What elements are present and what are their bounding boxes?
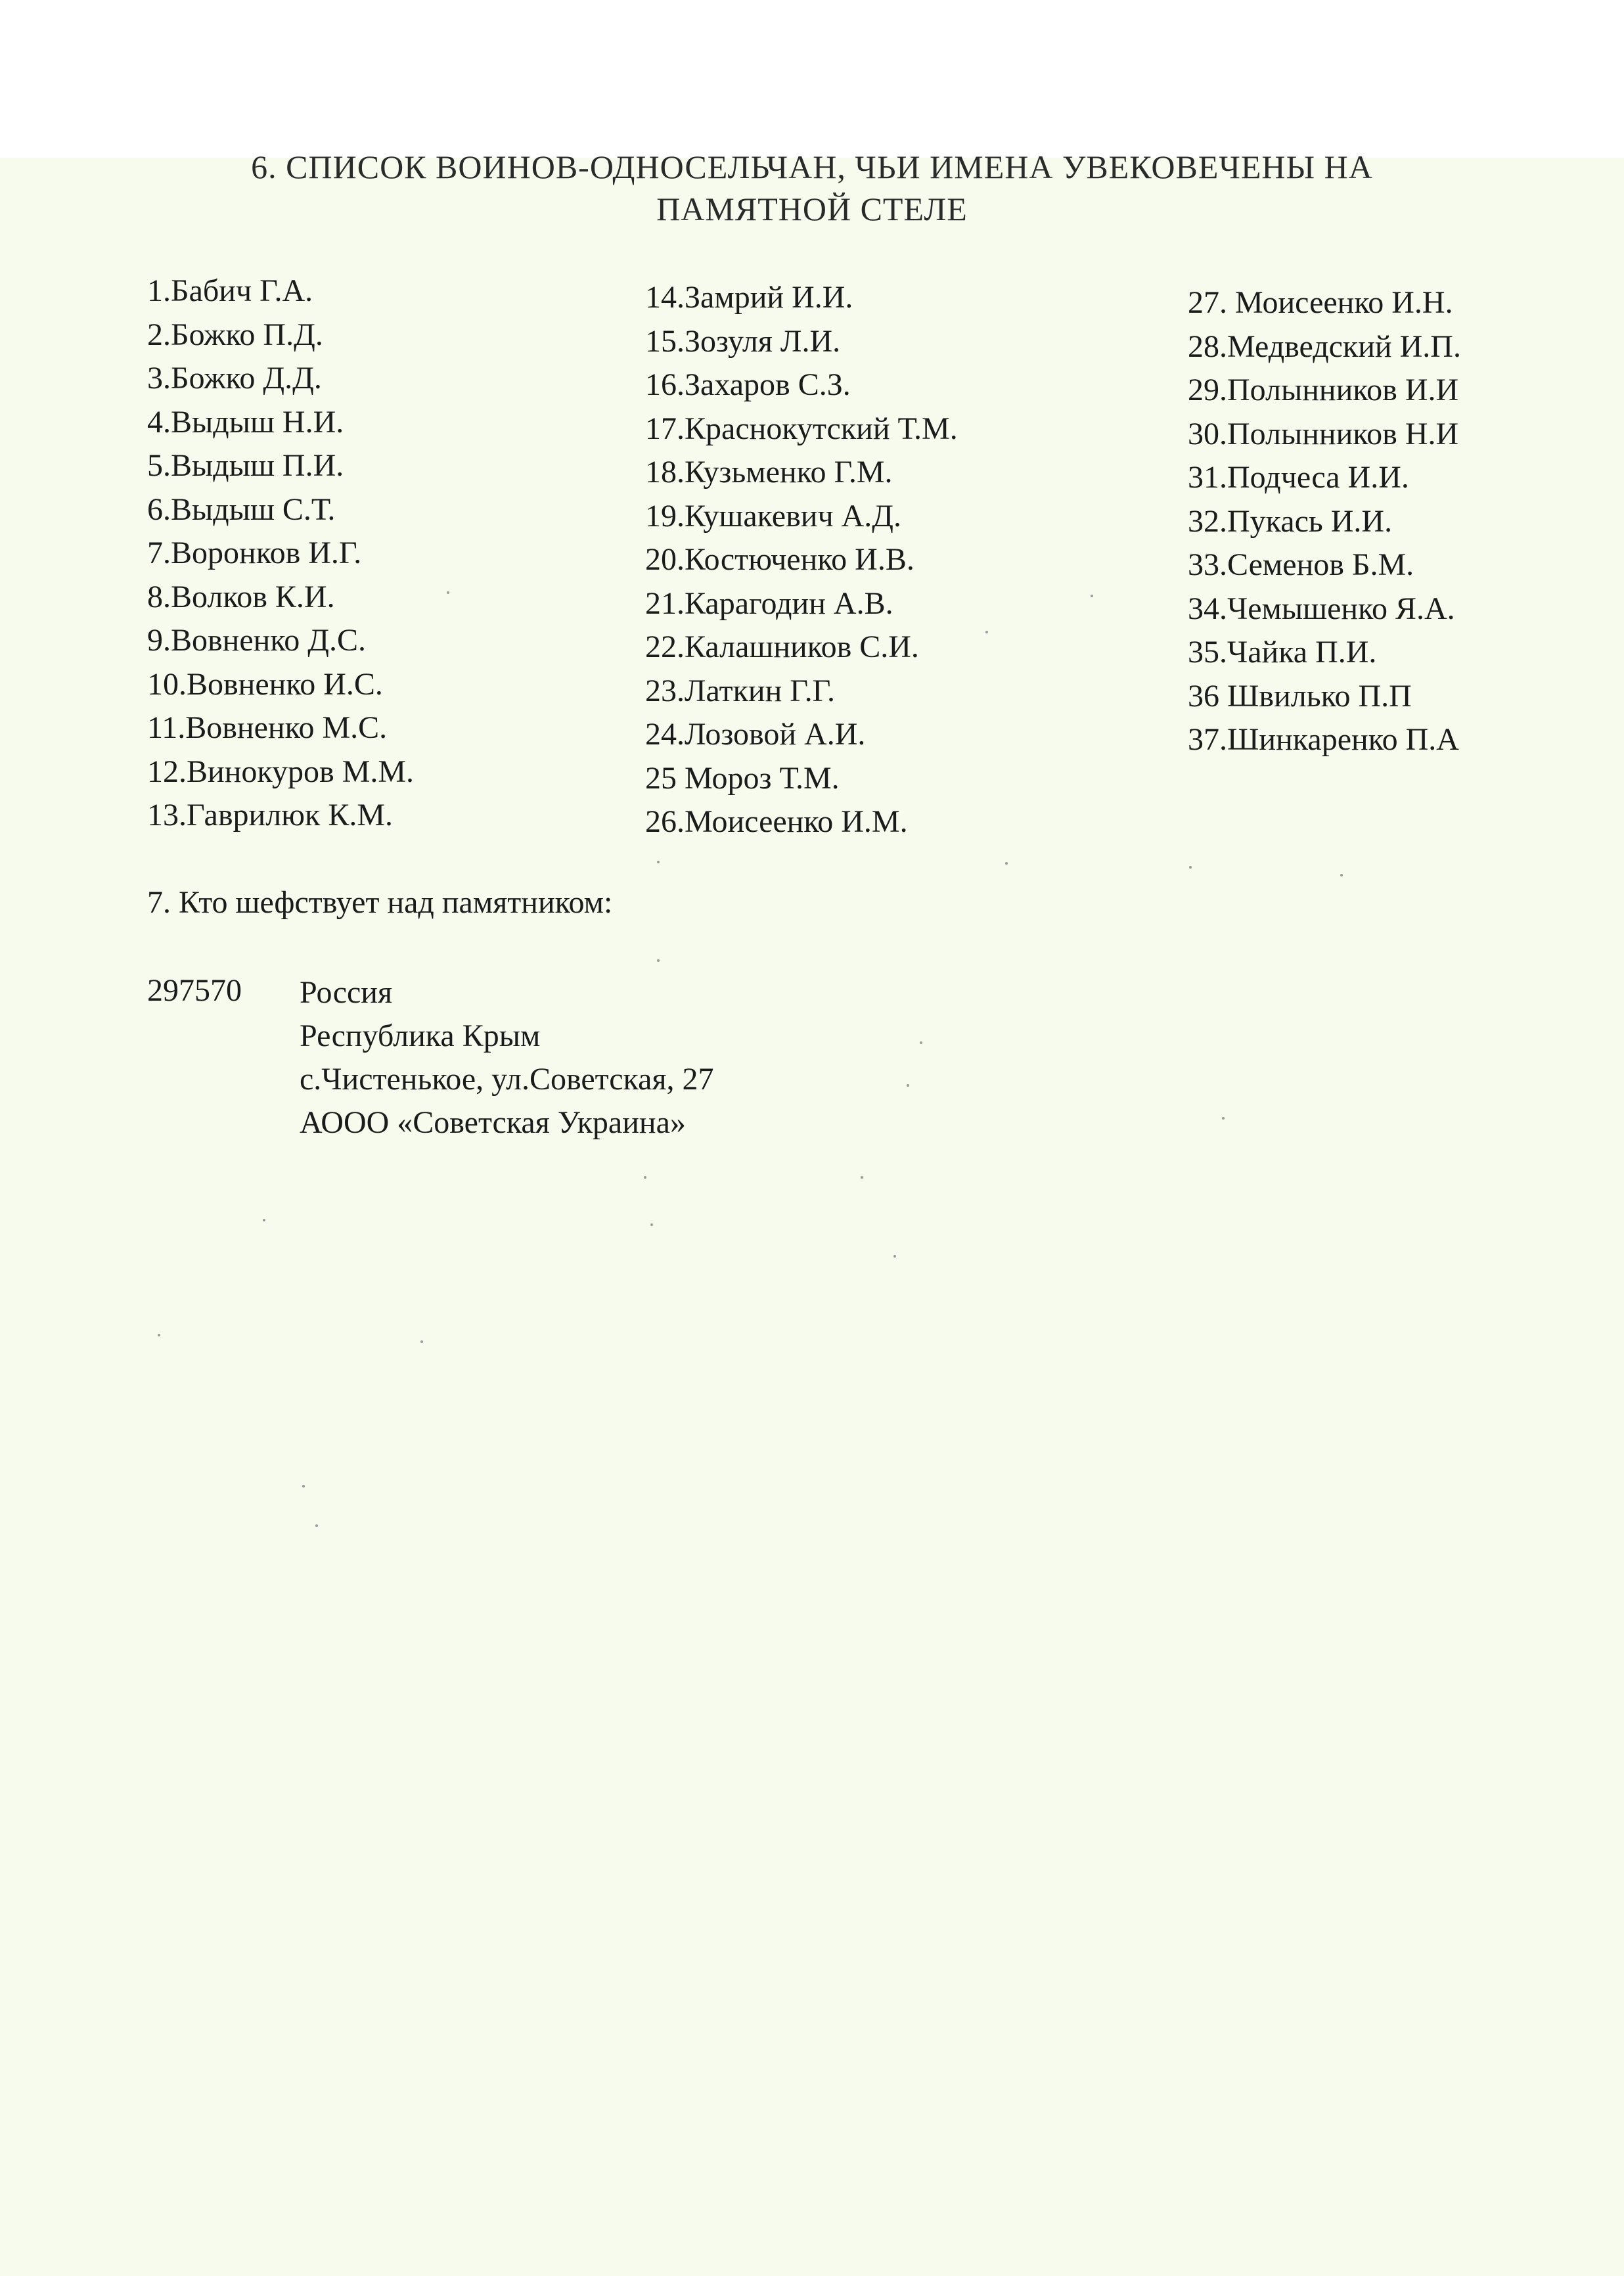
scan-speck bbox=[302, 1485, 305, 1488]
patron-heading: 7. Кто шефствует над памятником: bbox=[147, 885, 613, 920]
list-item: 6.Выдыш С.Т. bbox=[147, 491, 336, 527]
postal-index: 297570 bbox=[147, 973, 242, 1008]
scan-speck bbox=[1189, 866, 1192, 869]
list-item: 4.Выдыш Н.И. bbox=[147, 404, 344, 440]
list-item: 21.Карагодин А.В. bbox=[645, 585, 893, 621]
list-item: 3.Божко Д.Д. bbox=[147, 361, 322, 396]
list-item: 1.Бабич Г.А. bbox=[147, 273, 313, 308]
scan-speck bbox=[1222, 1117, 1225, 1120]
list-item: 13.Гаврилюк К.М. bbox=[147, 798, 394, 832]
scan-speck bbox=[650, 1223, 653, 1226]
scan-speck bbox=[657, 861, 660, 863]
list-item: 12.Винокуров М.М. bbox=[147, 754, 415, 789]
list-item: 15.Зозуля Л.И. bbox=[645, 323, 841, 359]
scan-speck bbox=[1340, 874, 1343, 876]
list-item: 29.Полынников И.И bbox=[1188, 373, 1459, 407]
title-line-2: ПАМЯТНОЙ СТЕЛЕ bbox=[656, 191, 968, 227]
list-item: 34.Чемышенко Я.А. bbox=[1188, 591, 1455, 626]
list-item: 2.Божко П.Д. bbox=[147, 317, 323, 352]
list-item: 28.Медведский И.П. bbox=[1188, 329, 1461, 364]
list-item: 33.Семенов Б.М. bbox=[1188, 547, 1414, 582]
scan-speck bbox=[420, 1340, 423, 1343]
list-item: 7.Воронков И.Г. bbox=[147, 535, 362, 570]
patron-address bbox=[300, 971, 714, 1145]
list-item: 35.Чайка П.И. bbox=[1188, 635, 1377, 670]
scan-speck bbox=[263, 1219, 265, 1221]
list-item: 14.Замрий И.И. bbox=[645, 280, 853, 315]
scan-speck bbox=[893, 1255, 896, 1258]
list-item: 11.Вовненко М.С. bbox=[147, 710, 388, 745]
scan-speck bbox=[158, 1334, 160, 1336]
list-item: 17.Краснокутский Т.М. bbox=[645, 411, 958, 446]
list-item: 9.Вовненко Д.С. bbox=[147, 623, 366, 658]
list-item: 37.Шинкаренко П.А bbox=[1188, 722, 1459, 757]
address-region: Республика Крым bbox=[300, 1018, 541, 1053]
list-item: 22.Калашников С.И. bbox=[645, 629, 919, 664]
address-organization: АООО «Советская Украина» bbox=[300, 1105, 686, 1140]
scan-speck bbox=[644, 1176, 646, 1179]
soldier-list-column-1 bbox=[147, 269, 414, 838]
list-item: 27. Моисеенко И.Н. bbox=[1188, 285, 1453, 320]
list-item: 32.Пукась И.И. bbox=[1188, 503, 1393, 539]
scan-speck bbox=[907, 1084, 909, 1087]
scan-speck bbox=[920, 1041, 922, 1044]
list-item: 23.Латкин Г.Г. bbox=[645, 673, 835, 708]
list-item: 20.Костюченко И.В. bbox=[645, 542, 914, 577]
address-country: Россия bbox=[300, 975, 393, 1010]
scan-speck bbox=[1005, 862, 1008, 865]
soldier-list-column-3 bbox=[1188, 281, 1461, 762]
list-item: 16.Захаров С.З. bbox=[645, 367, 851, 402]
scan-speck bbox=[657, 959, 660, 962]
list-item: 25 Мороз Т.М. bbox=[645, 760, 840, 796]
address-street: с.Чистенькое, ул.Советская, 27 bbox=[300, 1062, 714, 1097]
list-item: 26.Моисеенко И.М. bbox=[645, 804, 908, 839]
list-item: 18.Кузьменко Г.М. bbox=[645, 455, 893, 489]
list-item: 36 Швилько П.П bbox=[1188, 678, 1412, 714]
scan-speck bbox=[1091, 595, 1093, 597]
soldier-list-column-2 bbox=[645, 276, 958, 844]
scan-speck bbox=[861, 1176, 863, 1179]
list-item: 19.Кушакевич А.Д. bbox=[645, 498, 901, 534]
document-title bbox=[0, 146, 1624, 230]
list-item: 5.Выдыш П.И. bbox=[147, 448, 344, 483]
list-item: 31.Подчеса И.И. bbox=[1188, 460, 1409, 495]
list-item: 8.Волков К.И. bbox=[147, 579, 335, 614]
list-item: 24.Лозовой А.И. bbox=[645, 717, 866, 752]
scan-speck bbox=[447, 591, 449, 594]
list-item: 10.Вовненко И.С. bbox=[147, 666, 383, 702]
scan-speck bbox=[315, 1524, 318, 1527]
title-line-1: 6. СПИСОК ВОИНОВ-ОДНОСЕЛЬЧАН, ЧЬИ ИМЕНА УВЕКОВЕЧЕНЫ НА bbox=[251, 148, 1373, 185]
list-item: 30.Полынников Н.И bbox=[1188, 416, 1459, 451]
scan-speck bbox=[985, 631, 988, 633]
